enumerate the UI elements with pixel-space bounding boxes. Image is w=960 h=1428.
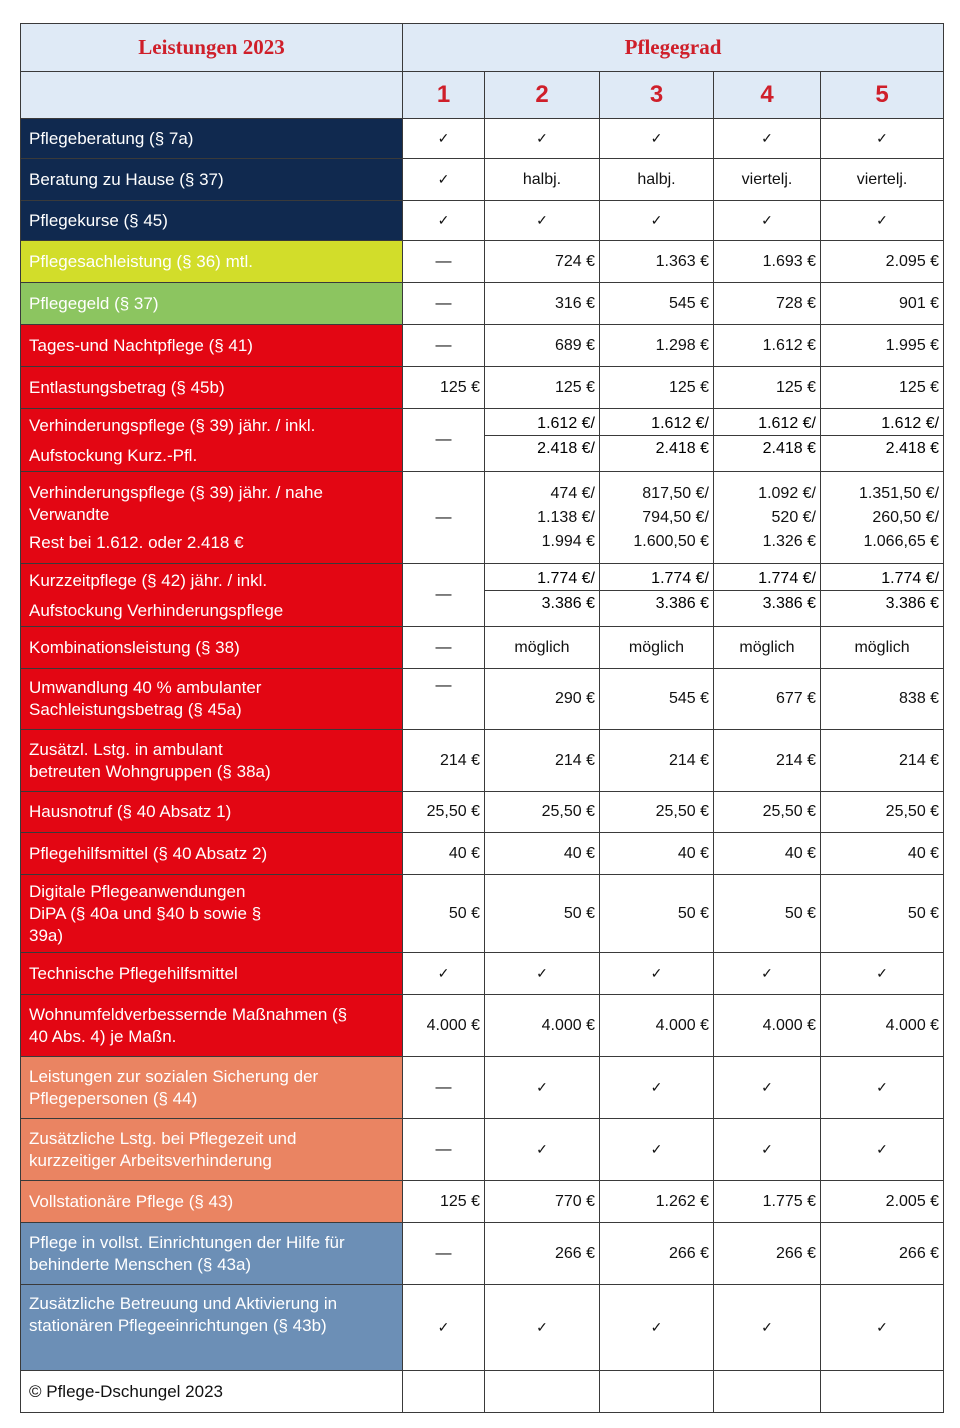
cell: ✓: [485, 1119, 600, 1181]
cell: 125 €: [403, 367, 485, 409]
cell: 266 €: [485, 1223, 600, 1285]
split-cell: [821, 409, 944, 472]
cell: —: [403, 1119, 485, 1181]
table-row: [21, 1119, 944, 1181]
table-row: [21, 472, 944, 564]
row-label: Kombinationsleistung (§ 38): [21, 627, 403, 669]
row-label: [21, 1285, 403, 1371]
cell: —: [403, 283, 485, 325]
row-label-line: Aufstockung Kurz.-Pfl.: [29, 446, 198, 465]
cell-top: 1.774 €/: [821, 564, 943, 591]
copyright: © Pflege-Dschungel 2023: [21, 1371, 403, 1413]
row-label: Tages-und Nachtpflege (§ 41): [21, 325, 403, 367]
split-cell: [821, 564, 944, 627]
row-label: [21, 995, 403, 1057]
cell: 4.000 €: [714, 995, 821, 1057]
cell: 266 €: [600, 1223, 714, 1285]
row-label-line: betreuten Wohngruppen (§ 38a): [29, 761, 271, 781]
split-cell: [485, 409, 600, 472]
cell: 290 €: [485, 669, 600, 730]
cell: 125 €: [600, 367, 714, 409]
cell: ✓: [821, 201, 944, 241]
cell-line: 794,50 €/: [642, 508, 709, 526]
table-row: [21, 409, 944, 472]
cell: 25,50 €: [600, 792, 714, 833]
row-label-line: Wohnumfeldverbessernde Maßnahmen (§: [29, 1004, 348, 1024]
table-row: [21, 1285, 944, 1371]
cell-top: 1.774 €/: [600, 564, 713, 591]
cell: —: [403, 409, 485, 472]
row-label-line: Verhinderungspflege (§ 39) jähr. / nahe: [29, 482, 323, 502]
row-label: [21, 409, 403, 472]
cell: ✓: [403, 953, 485, 995]
row-label-line: Verwandte: [29, 504, 110, 524]
row-label-line: Aufstockung Verhinderungspflege: [29, 601, 284, 620]
cell: 50 €: [821, 875, 944, 953]
row-label-line: 39a): [29, 925, 64, 945]
cell: 728 €: [714, 283, 821, 325]
table-row: [21, 325, 944, 367]
row-label-line: Leistungen zur sozialen Sicherung der: [29, 1066, 319, 1086]
cell: ✓: [821, 1119, 944, 1181]
cell: —: [403, 325, 485, 367]
cell: ✓: [600, 1285, 714, 1371]
split-cell: [485, 564, 600, 627]
cell: 125 €: [403, 1181, 485, 1223]
cell: 125 €: [714, 367, 821, 409]
multi-cell: [485, 472, 600, 564]
cell: 770 €: [485, 1181, 600, 1223]
cell: 689 €: [485, 325, 600, 367]
cell: ✓: [485, 1285, 600, 1371]
split-cell: [714, 409, 821, 472]
row-label-line: Umwandlung 40 % ambulanter: [29, 678, 262, 697]
cell: 25,50 €: [714, 792, 821, 833]
cell-line: 1.092 €/: [758, 484, 816, 502]
cell: 4.000 €: [600, 995, 714, 1057]
cell-top: 1.774 €/: [714, 564, 820, 591]
grade-3: 3: [600, 72, 714, 119]
row-label: Entlastungsbetrag (§ 45b): [21, 367, 403, 409]
table-row: [21, 792, 944, 833]
table-row: [21, 995, 944, 1057]
benefits-table-wrap: [20, 23, 943, 1413]
table-row: [21, 1057, 944, 1119]
row-label-line: Kurzzeitpflege (§ 42) jähr. / inkl.: [29, 571, 268, 590]
cell: 50 €: [714, 875, 821, 953]
cell: viertelj.: [714, 159, 821, 201]
cell-line: 1.326 €: [762, 532, 816, 550]
table-row: [21, 159, 944, 201]
row-label: [21, 1119, 403, 1181]
multi-cell: [714, 472, 821, 564]
table-title: Leistungen 2023: [21, 24, 403, 72]
cell: möglich: [600, 627, 714, 669]
cell: 838 €: [821, 669, 944, 730]
cell: halbj.: [600, 159, 714, 201]
table-row: [21, 201, 944, 241]
cell: 266 €: [714, 1223, 821, 1285]
cell: 1.775 €: [714, 1181, 821, 1223]
footer-cell: [821, 1371, 944, 1413]
cell-top: 1.612 €/: [485, 409, 599, 436]
cell-bottom: 2.418 €: [762, 440, 816, 457]
row-label: Pflegeberatung (§ 7a): [21, 119, 403, 159]
table-row: [21, 1181, 944, 1223]
cell: möglich: [485, 627, 600, 669]
cell: 40 €: [403, 833, 485, 875]
table-row: [21, 669, 944, 730]
cell: 40 €: [821, 833, 944, 875]
row-label: Technische Pflegehilfsmittel: [21, 953, 403, 995]
cell: 545 €: [600, 283, 714, 325]
empty-header-cell: [21, 72, 403, 119]
cell: ✓: [821, 119, 944, 159]
cell: ✓: [714, 1285, 821, 1371]
cell: 214 €: [714, 730, 821, 792]
row-label: Vollstationäre Pflege (§ 43): [21, 1181, 403, 1223]
cell-bottom: 3.386 €: [655, 595, 709, 612]
row-label: Pflegesachleistung (§ 36) mtl.: [21, 241, 403, 283]
row-label: [21, 472, 403, 564]
cell-bottom: 2.418 €/: [537, 440, 595, 457]
cell: 214 €: [821, 730, 944, 792]
cell-top: 1.774 €/: [485, 564, 599, 591]
cell-line: 1.994 €: [541, 532, 595, 550]
cell: —: [403, 564, 485, 627]
split-cell: [714, 564, 821, 627]
cell: 266 €: [821, 1223, 944, 1285]
row-label: [21, 1223, 403, 1285]
footer-cell: [485, 1371, 600, 1413]
cell: ✓: [403, 1285, 485, 1371]
cell: —: [403, 627, 485, 669]
table-row: [21, 833, 944, 875]
row-label: [21, 564, 403, 627]
cell: 40 €: [485, 833, 600, 875]
row-label: Pflegekurse (§ 45): [21, 201, 403, 241]
cell: 2.095 €: [821, 241, 944, 283]
cell: 50 €: [403, 875, 485, 953]
row-label-line: Digitale Pflegeanwendungen: [29, 881, 246, 901]
cell: 1.995 €: [821, 325, 944, 367]
cell: ✓: [821, 1285, 944, 1371]
row-label: [21, 875, 403, 953]
cell: 4.000 €: [485, 995, 600, 1057]
cell: viertelj.: [821, 159, 944, 201]
row-label: [21, 730, 403, 792]
table-row: [21, 367, 944, 409]
cell: ✓: [714, 1057, 821, 1119]
footer-cell: [403, 1371, 485, 1413]
cell-line: 1.138 €/: [537, 508, 595, 526]
cell: 25,50 €: [403, 792, 485, 833]
table-row: [21, 241, 944, 283]
grade-1: 1: [403, 72, 485, 119]
cell: 40 €: [714, 833, 821, 875]
cell: —: [403, 1057, 485, 1119]
cell: 50 €: [600, 875, 714, 953]
cell: 2.005 €: [821, 1181, 944, 1223]
cell: ✓: [600, 1119, 714, 1181]
cell: 4.000 €: [821, 995, 944, 1057]
benefits-table: [20, 23, 944, 1413]
cell: 214 €: [403, 730, 485, 792]
cell-line: 474 €/: [550, 484, 595, 502]
row-label: Pflegehilfsmittel (§ 40 Absatz 2): [21, 833, 403, 875]
cell: ✓: [485, 953, 600, 995]
row-label: [21, 1057, 403, 1119]
pflegegrad-header: Pflegegrad: [403, 24, 944, 72]
cell: 25,50 €: [485, 792, 600, 833]
row-label: [21, 669, 403, 730]
cell: 1.363 €: [600, 241, 714, 283]
cell: 901 €: [821, 283, 944, 325]
cell: ✓: [403, 119, 485, 159]
cell: ✓: [485, 1057, 600, 1119]
row-label-line: kurzzeitiger Arbeitsverhinderung: [29, 1150, 272, 1170]
cell-bottom: 3.386 €: [541, 595, 595, 612]
cell: möglich: [714, 627, 821, 669]
cell: 316 €: [485, 283, 600, 325]
cell-bottom: 3.386 €: [885, 595, 940, 612]
table-row: [21, 119, 944, 159]
footer-cell: [714, 1371, 821, 1413]
cell: 40 €: [600, 833, 714, 875]
table-row: [21, 283, 944, 325]
footer-cell: [600, 1371, 714, 1413]
cell-bottom: 2.418 €: [655, 440, 709, 457]
table-row: [21, 875, 944, 953]
grade-4: 4: [714, 72, 821, 119]
row-label-line: 40 Abs. 4) je Maßn.: [29, 1026, 177, 1046]
cell-top: 1.612 €/: [600, 409, 713, 436]
split-cell: [600, 409, 714, 472]
cell: ✓: [714, 119, 821, 159]
cell: 50 €: [485, 875, 600, 953]
cell: 724 €: [485, 241, 600, 283]
cell: halbj.: [485, 159, 600, 201]
cell: 1.693 €: [714, 241, 821, 283]
table-row: [21, 953, 944, 995]
cell-line: 1.600,50 €: [633, 532, 709, 550]
header-row: [21, 24, 944, 72]
row-label-line: Rest bei 1.612. oder 2.418 €: [29, 532, 244, 552]
cell-top: 1.612 €/: [714, 409, 820, 436]
cell-line: 817,50 €/: [642, 484, 709, 502]
cell-top: 1.612 €/: [821, 409, 943, 436]
cell: ✓: [714, 201, 821, 241]
multi-cell: [821, 472, 944, 564]
cell: ✓: [600, 953, 714, 995]
row-label-line: stationären Pflegeeinrichtungen (§ 43b): [29, 1316, 327, 1335]
cell: —: [403, 241, 485, 283]
row-label-line: Verhinderungspflege (§ 39) jähr. / inkl.: [29, 416, 316, 435]
cell: 1.298 €: [600, 325, 714, 367]
grades-row: [21, 72, 944, 119]
multi-cell: [600, 472, 714, 564]
cell: möglich: [821, 627, 944, 669]
cell: 25,50 €: [821, 792, 944, 833]
cell-line: 520 €/: [771, 508, 816, 526]
table-row: [21, 730, 944, 792]
cell: 214 €: [485, 730, 600, 792]
cell: ✓: [821, 1057, 944, 1119]
cell-bottom: 3.386 €: [762, 595, 816, 612]
cell: 125 €: [821, 367, 944, 409]
cell-bottom: 2.418 €: [885, 440, 940, 457]
cell-line: 1.066,65 €: [863, 532, 940, 550]
cell: ✓: [403, 159, 485, 201]
grade-2: 2: [485, 72, 600, 119]
cell-line: 1.351,50 €/: [858, 484, 940, 502]
cell: 1.262 €: [600, 1181, 714, 1223]
row-label-line: DiPA (§ 40a und §40 b sowie §: [29, 903, 262, 923]
row-label-line: Pflege in vollst. Einrichtungen der Hilfe für: [29, 1232, 345, 1252]
footer-row: [21, 1371, 944, 1413]
cell: 1.612 €: [714, 325, 821, 367]
cell: 4.000 €: [403, 995, 485, 1057]
row-label-line: Zusätzl. Lstg. in ambulant: [29, 739, 223, 759]
cell: 125 €: [485, 367, 600, 409]
row-label-line: Sachleistungsbetrag (§ 45a): [29, 700, 242, 719]
cell: ✓: [600, 1057, 714, 1119]
row-label: Beratung zu Hause (§ 37): [21, 159, 403, 201]
table-row: [21, 1223, 944, 1285]
cell: 545 €: [600, 669, 714, 730]
row-label-line: behinderte Menschen (§ 43a): [29, 1254, 252, 1274]
cell: ✓: [821, 953, 944, 995]
table-row: [21, 564, 944, 627]
split-cell: [600, 564, 714, 627]
row-label-line: Pflegepersonen (§ 44): [29, 1088, 198, 1108]
grade-5: 5: [821, 72, 944, 119]
cell: —: [403, 669, 485, 730]
cell: ✓: [403, 201, 485, 241]
cell: ✓: [485, 119, 600, 159]
cell: ✓: [600, 119, 714, 159]
row-label-line: Zusätzliche Betreuung und Aktivierung in: [29, 1294, 338, 1313]
row-label-line: Zusätzliche Lstg. bei Pflegezeit und: [29, 1128, 297, 1148]
cell: ✓: [714, 953, 821, 995]
row-label: Pflegegeld (§ 37): [21, 283, 403, 325]
cell: ✓: [485, 201, 600, 241]
row-label: Hausnotruf (§ 40 Absatz 1): [21, 792, 403, 833]
cell: ✓: [714, 1119, 821, 1181]
table-row: [21, 627, 944, 669]
cell: ✓: [600, 201, 714, 241]
cell: —: [403, 1223, 485, 1285]
cell: —: [403, 472, 485, 564]
cell: 677 €: [714, 669, 821, 730]
cell-line: 260,50 €/: [872, 508, 940, 526]
cell: 214 €: [600, 730, 714, 792]
